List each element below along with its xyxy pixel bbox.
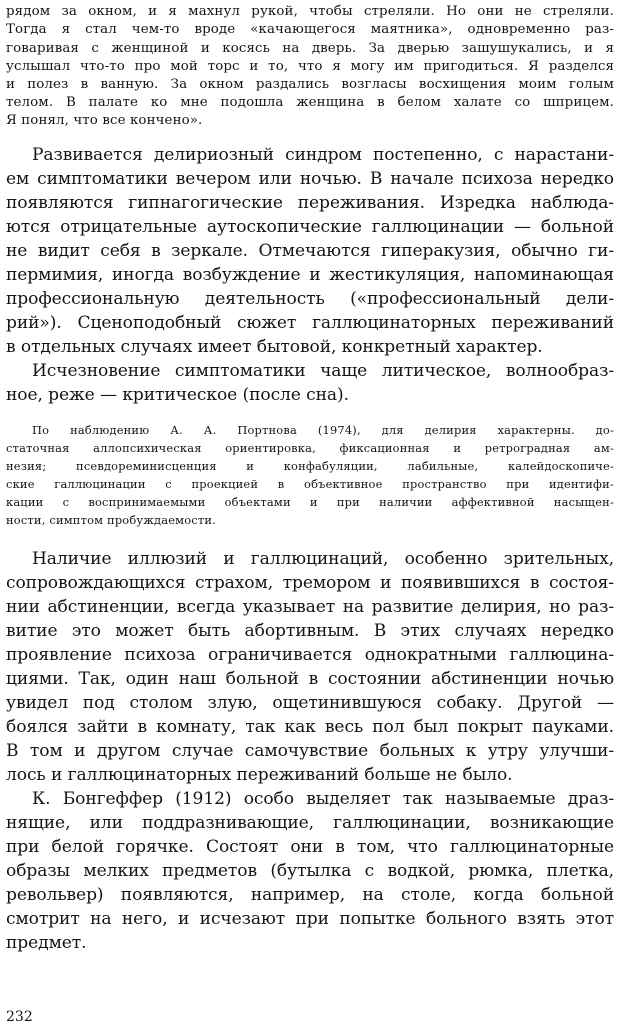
note-line: ские галлюцинации с проекцией в объективное пространство при идентифи- — [6, 477, 614, 491]
text-line: появляются гипнагогические переживания. Изредка наблюда- — [6, 193, 614, 213]
text-line: ное, реже — критическое (после сна). — [6, 385, 349, 405]
note-line: кации с воспринимаемыми объектами и при наличии аффективной насыщен- — [6, 495, 614, 509]
text-line: витие это может быть абортивным. В этих случаях нередко — [6, 621, 614, 641]
text-line: Исчезновение симптоматики чаще литическое, волнообраз- — [32, 361, 614, 381]
quote-line: говаривая с женщиной и косясь на дверь. За дверью зашушукались, и я — [6, 41, 614, 56]
text-line: при белой горячке. Состоят они в том, что галлюцинаторные — [6, 837, 614, 857]
text-line: увидел под столом злую, ощетинившуюся собаку. Другой — — [6, 693, 614, 713]
text-line: рий»). Сценоподобный сюжет галлюцинаторных переживаний — [6, 313, 614, 333]
text-line: предмет. — [6, 933, 87, 953]
text-line: К. Бонгеффер (1912) особо выделяет так называемые драз- — [32, 789, 614, 809]
note-line: По наблюдению А. А. Портнова (1974), для делирия характерны. до- — [32, 423, 614, 437]
quote-line: услышал что-то про мой торс и то, что я могу им пригодиться. Я разделся — [6, 59, 614, 74]
text-line: револьвер) появляются, например, на столе, когда больной — [6, 885, 614, 905]
quote-line: рядом за окном, и я махнул рукой, чтобы стреляли. Но они не стреляли. — [6, 4, 614, 19]
quote-line: телом. В палате ко мне подошла женщина в белом халате со шприцем. — [6, 95, 614, 110]
text-line: пермимия, иногда возбуждение и жестикуляция, напоминающая — [6, 265, 614, 285]
quote-line: Тогда я стал чем-то вроде «качающегося маятника», одновременно раз- — [6, 22, 614, 37]
text-line: ются отрицательные аутоскопические галлюцинации — больной — [6, 217, 614, 237]
text-line: ем симптоматики вечером или ночью. В начале психоза нередко — [6, 169, 614, 189]
text-line: не видит себя в зеркале. Отмечаются гиперакузия, обычно ги- — [6, 241, 614, 261]
note-line: незия; псевдореминисценция и конфабуляции, лабильные, калейдоскопиче- — [6, 459, 614, 473]
text-line: Развивается делириозный синдром постепенно, с нарастани- — [32, 145, 614, 165]
text-line: проявление психоза ограничивается однократными галлюцина- — [6, 645, 614, 665]
text-line: В том и другом случае самочувствие больных к утру улучши- — [6, 741, 614, 761]
text-line: боялся зайти в комнату, так как весь пол был покрыт пауками. — [6, 717, 614, 737]
text-line: образы мелких предметов (бутылка с водкой, рюмка, плетка, — [6, 861, 614, 881]
quote-line: Я понял, что все кончено». — [6, 113, 203, 128]
page-number: 232 — [6, 1009, 33, 1025]
text-line: циями. Так, один наш больной в состоянии абстиненции ночью — [6, 669, 614, 689]
text-line: нии абстиненции, всегда указывает на развитие делирия, но раз- — [6, 597, 614, 617]
text-line: Наличие иллюзий и галлюцинаций, особенно зрительных, — [32, 549, 614, 569]
note-line: ности, симптом пробуждаемости. — [6, 513, 216, 527]
text-line: сопровождающихся страхом, тремором и появившихся в состоя- — [6, 573, 614, 593]
text-line: лось и галлюцинаторных переживаний больше не было. — [6, 765, 513, 785]
note-line: статочная аллопсихическая ориентировка, фиксационная и ретроградная ам- — [6, 441, 614, 455]
text-line: в отдельных случаях имеет бытовой, конкретный характер. — [6, 337, 543, 357]
text-line: профессиональную деятельность («профессиональный дели- — [6, 289, 614, 309]
text-line: нящие, или поддразнивающие, галлюцинации, возникающие — [6, 813, 614, 833]
text-line: смотрит на него, и исчезают при попытке больного взять этот — [6, 909, 614, 929]
quote-line: и полез в ванную. За окном раздались возгласы восхищения моим голым — [6, 77, 614, 92]
